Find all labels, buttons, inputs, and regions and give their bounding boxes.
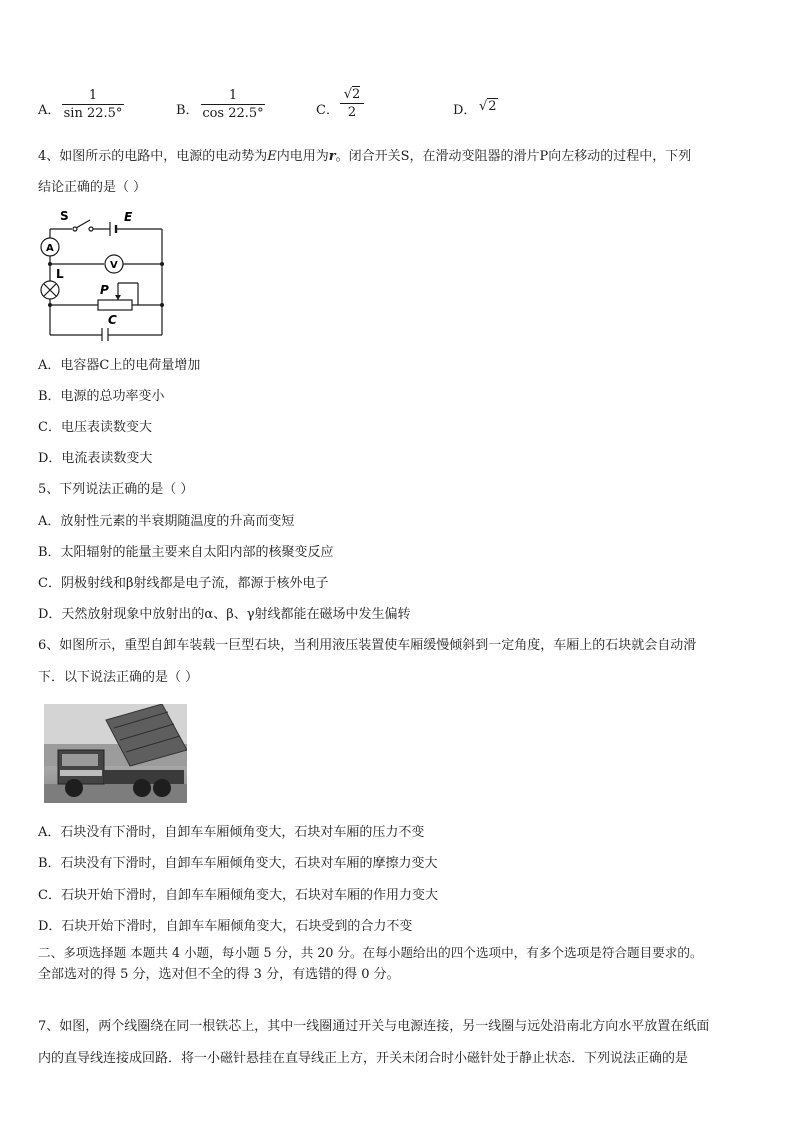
node-voltmeter-left (48, 262, 52, 266)
q4-symbol-r: r (328, 149, 336, 164)
q6-stem-line1: 6、如图所示，重型自卸车装载一巨型石块，当利用液压装置使车厢缓慢倾斜到一定角度，车厢上的石块就会自动滑 (38, 638, 697, 653)
q4-stem-text-a: 4、如图所示的电路中，电源的电动势为 (38, 149, 268, 164)
q3-option-d-label: D． (453, 103, 477, 118)
q3-option-c-label: C． (316, 103, 339, 118)
q3-option-b-label: B． (176, 103, 199, 118)
q6-dump-truck-photo (44, 704, 187, 803)
q7-stem-line1: 7、如图，两个线圈绕在同一根铁芯上，其中一线圈通过开关与电源连接，另一线圈与远处沿南北方向水平放置在纸面 (38, 1019, 710, 1034)
label-v: V (110, 260, 118, 271)
truck-wheel-rear-a (133, 779, 151, 797)
label-a: A (46, 243, 54, 254)
q3-option-d-sqrt (479, 98, 498, 114)
label-l: L (56, 267, 64, 281)
q4-option-a: A．电容器C上的电荷量增加 (38, 358, 201, 373)
slider-arrow (115, 295, 121, 300)
q3-option-c-radicand: 2 (352, 87, 361, 102)
q3-option-d-radicand: 2 (488, 99, 497, 114)
sqrt-symbol: √ (479, 99, 488, 114)
q4-option-d: D．电流表读数变大 (38, 451, 153, 466)
q4-circuit-diagram (38, 207, 168, 341)
label-s: S (60, 209, 69, 223)
section2-instructions-line2: 全部选对的得 5 分，选对但不全的得 3 分，有选错的得 0 分。 (38, 967, 400, 982)
q3-option-a-denominator: sin 22.5° (63, 106, 123, 121)
switch-blade (76, 220, 90, 228)
switch-contact (89, 227, 93, 231)
q7-stem-line2: 内的直导线连接成回路．将一小磁针悬挂在直导线正上方，开关未闭合时小磁针处于静止状态．下列说法正确的是 (38, 1051, 689, 1066)
q5-option-a: A．放射性元素的半衰期随温度的升高而变短 (38, 514, 295, 529)
q4-option-b: B．电源的总功率变小 (38, 389, 165, 404)
q5-stem: 5、下列说法正确的是（ ） (38, 482, 194, 497)
q4-option-c: C．电压表读数变大 (38, 420, 152, 435)
q4-stem-text-b: 内电用为 (276, 149, 329, 164)
node-rheostat-right (160, 303, 164, 307)
q4-stem-line2: 结论正确的是（ ） (38, 180, 147, 195)
q4-stem-line1 (38, 145, 691, 164)
q3-option-b-fraction (201, 88, 265, 121)
q6-option-d: D．石块开始下滑时，自卸车车厢倾角变大，石块受到的合力不变 (38, 919, 413, 934)
q3-option-c-numerator (340, 87, 364, 104)
rheostat-body (98, 300, 132, 310)
q6-option-b: B．石块没有下滑时，自卸车车厢倾角变大，石块对车厢的摩擦力变大 (38, 856, 438, 871)
truck-wheel-rear-b (153, 779, 171, 797)
label-e: E (124, 210, 133, 224)
q6-option-c: C．石块开始下滑时，自卸车车厢倾角变大，石块对车厢的作用力变大 (38, 888, 438, 903)
q3-option-c-denominator: 2 (347, 105, 357, 120)
node-voltmeter-right (160, 262, 164, 266)
q5-option-c: C．阴极射线和β射线都是电子流，都源于核外电子 (38, 576, 329, 591)
node-rheostat-left (48, 303, 52, 307)
q6-option-a: A．石块没有下滑时，自卸车车厢倾角变大，石块对车厢的压力不变 (38, 825, 425, 840)
q3-option-a-numerator: 1 (62, 88, 124, 105)
q3-option-b-denominator: cos 22.5° (202, 106, 264, 121)
q3-option-a-fraction (62, 88, 124, 121)
q3-option-b-numerator: 1 (201, 88, 265, 105)
q6-stem-line2: 下．以下说法正确的是（ ） (38, 670, 199, 685)
q5-option-d: D．天然放射现象中放射出的α、β、γ射线都能在磁场中发生偏转 (38, 607, 411, 622)
q4-symbol-e: E (267, 149, 277, 164)
q3-option-c-fraction (340, 87, 364, 120)
section2-instructions-line1: 二、多项选择题 本题共 4 小题，每小题 5 分，共 20 分。在每小题给出的四个选项中，有多个选项是符合题目要求的。 (38, 945, 703, 960)
q3-option-a-label: A． (38, 103, 61, 118)
dump-truck-illustration (44, 704, 187, 803)
sqrt-symbol: √ (343, 87, 352, 102)
label-p: P (100, 283, 109, 297)
label-c: C (108, 313, 117, 327)
q5-option-b: B．太阳辐射的能量主要来自太阳内部的核聚变反应 (38, 545, 334, 560)
truck-wheel-front (65, 779, 83, 797)
q4-stem-text-c: 。闭合开关S，在滑动变阻器的滑片P向左移动的过程中，下列 (335, 149, 692, 164)
